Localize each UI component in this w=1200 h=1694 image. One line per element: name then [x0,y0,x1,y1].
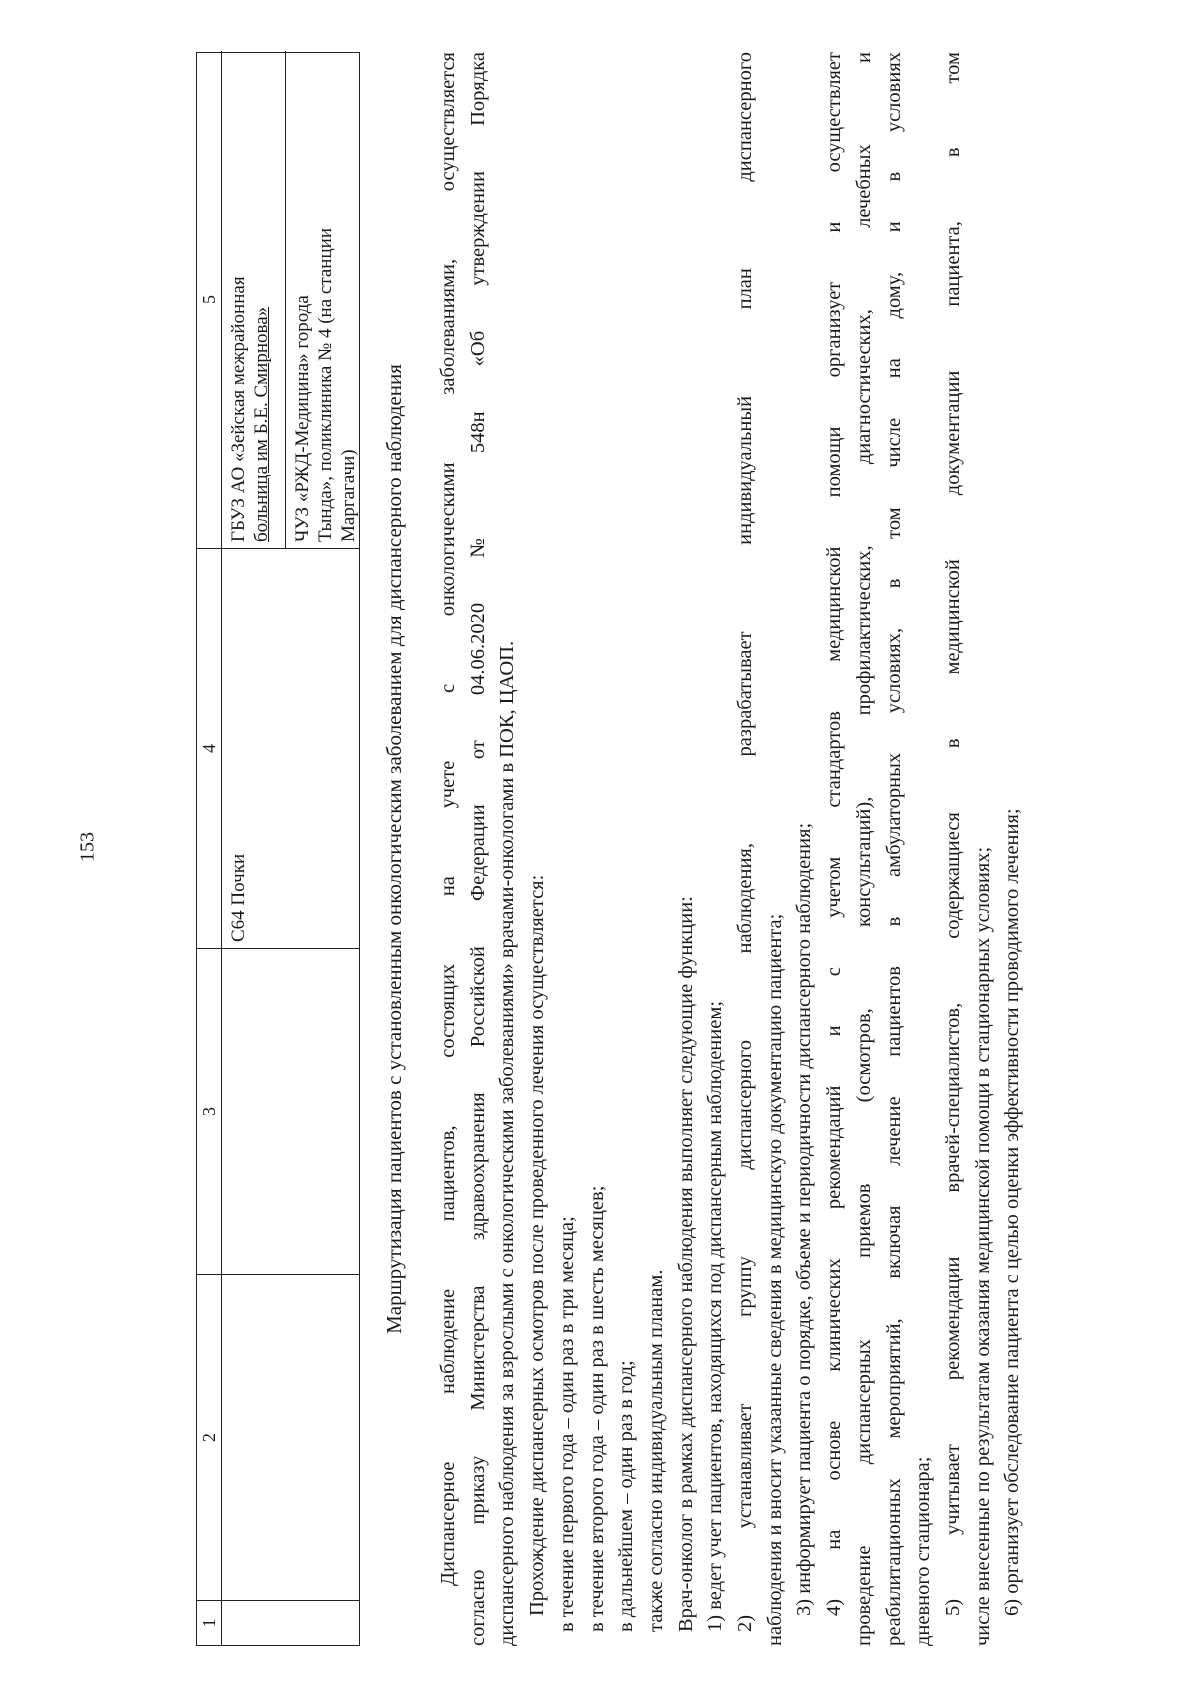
table-column-5 [197,51,359,549]
list-item: также согласно индивидуальным планам. [644,1269,667,1632]
institution-line: ГБУЗ АО «Зейская межрайонная [228,276,249,542]
paragraph-line: Диспансерное наблюдение пациентов, состоящих на учете с онкологическими заболеваниями, осуществляется [437,52,459,1586]
table-column-2 [197,1275,359,1601]
table-column-4 [197,549,359,949]
list-item: в течение первого года – один раз в три месяца; [555,1216,578,1632]
list-item: в течение второго года – один раз в шесть месяцев; [585,1185,608,1632]
list-item: 2) устанавливает группу диспансерного наблюдения, разрабатывает индивидуальный план диспансерного [734,52,757,1632]
list-item-cont: наблюдения и вносит указанные сведения в медицинскую документацию пациента; [763,913,786,1646]
column-header: 2 [197,1275,222,1600]
institution-cell [291,57,360,542]
list-item: 1) ведет учет пациентов, находящихся под диспансерным наблюдением; [704,1000,727,1632]
list-item-cont: числе внесенные по результатам оказания медицинской помощи в стационарных условиях; [971,846,994,1646]
rotated-content [196,52,1024,1646]
list-item-cont: проведение диспансерных приемов (осмотров, консультаций), профилактических, диагностических, лечебных и [852,52,875,1646]
paragraph-line: Врач-онколог в рамках диспансерного наблюдения выполняет следующие функции: [674,896,697,1632]
list-item-cont: дневного стационара; [912,1456,935,1646]
row-divider [285,51,286,548]
diagnosis-cell: С64 Почки [228,853,249,942]
table-column-3 [197,949,359,1275]
list-item: в дальнейшем – один раз в год; [615,1360,638,1632]
column-header: 5 [197,51,222,548]
institution-line: ЧУЗ «РЖД-Медицина» города [292,295,313,542]
list-item: 5) учитывает рекомендации врачей-специалистов, содержащиеся в медицинской документации пациента, в том [941,52,964,1616]
column-header: 1 [197,1601,222,1645]
list-item-cont: реабилитационных мероприятий, включая лечение пациентов в амбулаторных условиях, в том числе на дому, и в условиях [882,52,905,1646]
list-item: 3) информирует пациента о порядке, объеме и периодичности диспансерного наблюдения; [793,822,816,1616]
paragraph-line: Прохождение диспансерных осмотров после проведенного лечения осуществляется: [526,874,549,1616]
column-header: 3 [197,949,222,1274]
section-heading: Маршрутизация пациентов с установленным онкологическим заболеванием для диспансерного наблюдения [382,364,406,1334]
institution-cell [227,57,273,542]
table-column-1 [197,1601,359,1645]
paragraph-line: диспансерного наблюдения за взрослыми с онкологическими заболеваниями» врачами-онкологами в ПОК, ЦАОП. [496,640,519,1646]
page-number: 153 [76,832,99,862]
institution-line: Тында», поликлиника № 4 (на станции [315,228,336,542]
list-item: 4) на основе клинических рекомендаций и с учетом стандартов медицинской помощи организует и осуществляет [823,52,846,1616]
paragraph-line: согласно приказу Министерства здравоохранения Российской Федерации от 04.06.2020 № 548н «Об утверждении Порядка [466,52,489,1646]
column-header: 4 [197,549,222,948]
institution-line: больница им Б.Е. Смирнова» [251,306,272,542]
body-text [434,52,1028,1646]
institution-line: Маргагачи) [338,449,359,542]
list-item: 6) организует обследование пациента с целью оценки эффективности проводимого лечения; [1001,808,1024,1616]
routing-table [196,52,360,1646]
